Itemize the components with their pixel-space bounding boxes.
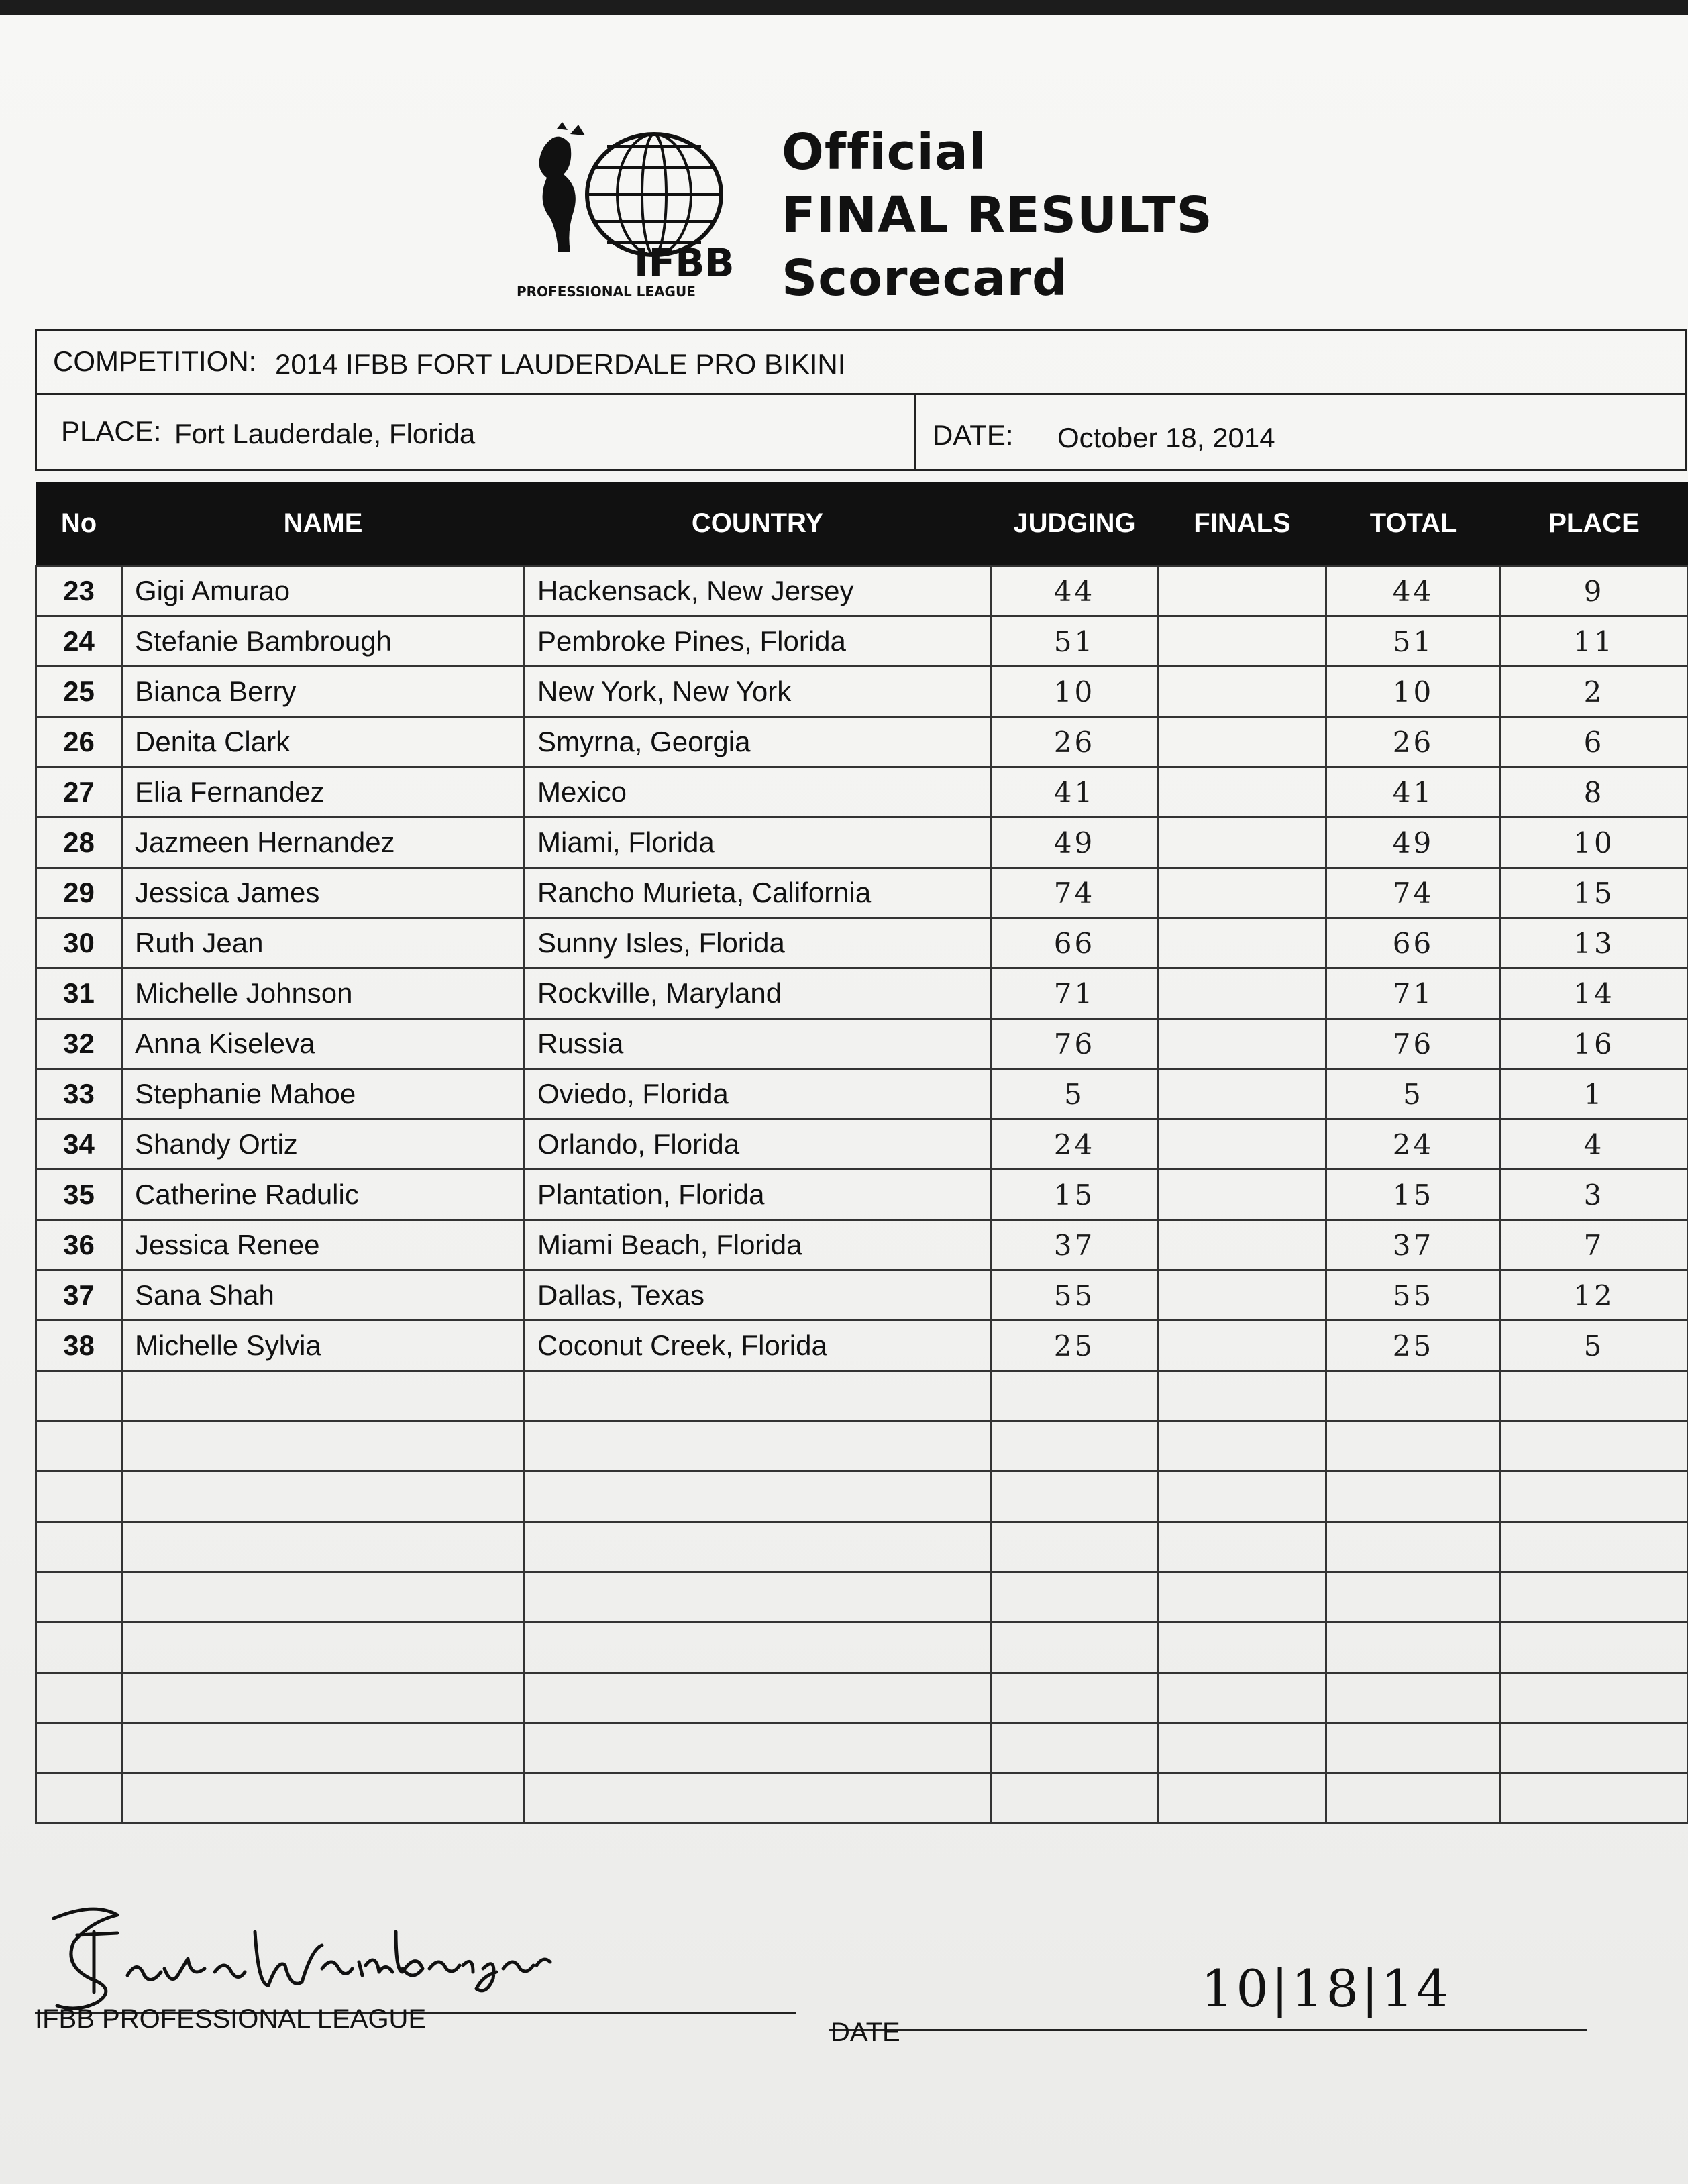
cell-judging [991,1421,1159,1472]
cell-finals [1159,1773,1326,1824]
cell-place [1501,1472,1688,1522]
cell-name: Gigi Amurao [122,566,525,616]
cell-total: 10 [1326,667,1501,717]
table-body [36,566,1688,1824]
column-header-country: COUNTRY [525,482,991,566]
table-row [36,1623,1688,1673]
cell-place: 11 [1501,616,1688,667]
cell-finals [1159,1321,1326,1371]
cell-no [36,1673,122,1723]
cell-name: Stefanie Bambrough [122,616,525,667]
cell-total [1326,1572,1501,1623]
cell-total: 26 [1326,717,1501,767]
cell-place: 14 [1501,969,1688,1019]
cell-name [122,1522,525,1572]
table-row [36,1421,1688,1472]
table-row [36,667,1688,717]
photo-edge-dark [0,0,1688,15]
cell-name: Jessica James [122,868,525,918]
cell-no: 36 [36,1220,122,1270]
table-row [36,1321,1688,1371]
cell-total: 55 [1326,1270,1501,1321]
cell-no: 28 [36,818,122,868]
competition-row [37,331,1685,395]
cell-name [122,1371,525,1421]
cell-no: 38 [36,1321,122,1371]
cell-no [36,1623,122,1673]
cell-name: Sana Shah [122,1270,525,1321]
cell-place: 13 [1501,918,1688,969]
signature [27,1892,564,2012]
cell-place: 8 [1501,767,1688,818]
cell-no [36,1522,122,1572]
cell-judging [991,1673,1159,1723]
cell-no [36,1773,122,1824]
cell-place: 12 [1501,1270,1688,1321]
cell-country [525,1623,991,1673]
cell-total: 15 [1326,1170,1501,1220]
cell-country: Sunny Isles, Florida [525,918,991,969]
cell-place: 15 [1501,868,1688,918]
cell-judging: 71 [991,969,1159,1019]
cell-name: Jazmeen Hernandez [122,818,525,868]
table-row [36,1120,1688,1170]
cell-finals [1159,918,1326,969]
competition-info-box [35,329,1687,471]
table-header-row [36,482,1688,566]
cell-judging [991,1522,1159,1572]
cell-total [1326,1371,1501,1421]
cell-finals [1159,1069,1326,1120]
cell-total: 41 [1326,767,1501,818]
cell-no: 34 [36,1120,122,1170]
table-row [36,918,1688,969]
table-row [36,818,1688,868]
cell-country: Coconut Creek, Florida [525,1321,991,1371]
cell-finals [1159,969,1326,1019]
cell-place: 5 [1501,1321,1688,1371]
cell-place: 1 [1501,1069,1688,1120]
cell-total: 71 [1326,969,1501,1019]
cell-judging: 10 [991,667,1159,717]
cell-judging [991,1773,1159,1824]
cell-place: 9 [1501,566,1688,616]
table-row [36,1270,1688,1321]
cell-country [525,1421,991,1472]
cell-no: 26 [36,717,122,767]
cell-total: 51 [1326,616,1501,667]
cell-total [1326,1472,1501,1522]
cell-country [525,1723,991,1773]
cell-place [1501,1371,1688,1421]
cell-name: Denita Clark [122,717,525,767]
cell-place: 6 [1501,717,1688,767]
table-row [36,1371,1688,1421]
cell-total: 74 [1326,868,1501,918]
cell-judging: 51 [991,616,1159,667]
cell-total [1326,1723,1501,1773]
cell-name: Stephanie Mahoe [122,1069,525,1120]
cell-finals [1159,1522,1326,1572]
cell-judging: 44 [991,566,1159,616]
cell-judging [991,1472,1159,1522]
cell-total: 76 [1326,1019,1501,1069]
place-date-row [37,395,1685,471]
cell-country: Hackensack, New Jersey [525,566,991,616]
table-row [36,616,1688,667]
cell-country: Oviedo, Florida [525,1069,991,1120]
cell-no [36,1572,122,1623]
cell-place [1501,1773,1688,1824]
column-header-finals: FINALS [1159,482,1326,566]
competition-label: COMPETITION: [53,345,257,377]
cell-country: Miami, Florida [525,818,991,868]
date-footer-label: DATE [831,2018,900,2047]
cell-no: 23 [36,566,122,616]
place-label: PLACE: [61,415,162,447]
cell-country: Dallas, Texas [525,1270,991,1321]
svg-text:PROFESSIONAL LEAGUE: PROFESSIONAL LEAGUE [517,284,696,300]
cell-name [122,1421,525,1472]
title-block [782,121,1213,310]
cell-place: 16 [1501,1019,1688,1069]
cell-total [1326,1773,1501,1824]
cell-country: Smyrna, Georgia [525,717,991,767]
cell-no [36,1421,122,1472]
cell-place [1501,1723,1688,1773]
cell-country: Pembroke Pines, Florida [525,616,991,667]
cell-name [122,1773,525,1824]
cell-finals [1159,1220,1326,1270]
cell-country [525,1673,991,1723]
cell-name [122,1723,525,1773]
cell-country: Mexico [525,767,991,818]
cell-total: 37 [1326,1220,1501,1270]
cell-judging: 55 [991,1270,1159,1321]
cell-no: 24 [36,616,122,667]
cell-finals [1159,1421,1326,1472]
cell-no: 33 [36,1069,122,1120]
cell-judging: 41 [991,767,1159,818]
cell-name: Catherine Radulic [122,1170,525,1220]
cell-finals [1159,1673,1326,1723]
cell-finals [1159,1723,1326,1773]
org-label: IFBB PROFESSIONAL LEAGUE [35,2004,427,2034]
cell-place [1501,1623,1688,1673]
column-header-name: NAME [122,482,525,566]
cell-name: Elia Fernandez [122,767,525,818]
cell-name [122,1673,525,1723]
cell-judging [991,1572,1159,1623]
cell-place: 2 [1501,667,1688,717]
cell-no: 25 [36,667,122,717]
cell-no [36,1472,122,1522]
cell-finals [1159,1270,1326,1321]
results-table [35,482,1688,1824]
cell-country: Rancho Murieta, California [525,868,991,918]
cell-name: Jessica Renee [122,1220,525,1270]
cell-country [525,1773,991,1824]
cell-country: Russia [525,1019,991,1069]
cell-total: 49 [1326,818,1501,868]
cell-name: Ruth Jean [122,918,525,969]
table-row [36,717,1688,767]
table-row [36,868,1688,918]
cell-name: Michelle Sylvia [122,1321,525,1371]
cell-finals [1159,767,1326,818]
column-header-no: No [36,482,122,566]
cell-finals [1159,1623,1326,1673]
cell-no: 27 [36,767,122,818]
cell-judging: 24 [991,1120,1159,1170]
cell-country: New York, New York [525,667,991,717]
cell-judging: 25 [991,1321,1159,1371]
svg-text:IFBB: IFBB [634,240,735,286]
cell-judging [991,1623,1159,1673]
cell-judging [991,1723,1159,1773]
cell-total: 24 [1326,1120,1501,1170]
cell-place [1501,1522,1688,1572]
table-row [36,1019,1688,1069]
cell-name [122,1572,525,1623]
cell-total [1326,1673,1501,1723]
cell-place: 4 [1501,1120,1688,1170]
cell-country [525,1371,991,1421]
column-header-place: PLACE [1501,482,1688,566]
cell-judging: 37 [991,1220,1159,1270]
table-row [36,1522,1688,1572]
cell-total [1326,1623,1501,1673]
competition-value: 2014 IFBB FORT LAUDERDALE PRO BIKINI [275,348,846,380]
cell-finals [1159,1019,1326,1069]
cell-name [122,1472,525,1522]
cell-name: Michelle Johnson [122,969,525,1019]
cell-judging [991,1371,1159,1421]
title-line-3: Scorecard [782,250,1068,307]
cell-place: 7 [1501,1220,1688,1270]
cell-country: Plantation, Florida [525,1170,991,1220]
cell-country: Orlando, Florida [525,1120,991,1170]
cell-name [122,1623,525,1673]
cell-finals [1159,616,1326,667]
table-row [36,1723,1688,1773]
cell-finals [1159,1572,1326,1623]
cell-country: Rockville, Maryland [525,969,991,1019]
cell-judging: 66 [991,918,1159,969]
cell-judging: 74 [991,868,1159,918]
cell-judging: 26 [991,717,1159,767]
cell-judging: 15 [991,1170,1159,1220]
table-row [36,969,1688,1019]
table-row [36,1472,1688,1522]
cell-no: 35 [36,1170,122,1220]
table-row [36,1220,1688,1270]
cell-judging: 5 [991,1069,1159,1120]
table-row [36,566,1688,616]
cell-no: 30 [36,918,122,969]
cell-no: 29 [36,868,122,918]
cell-finals [1159,818,1326,868]
cell-finals [1159,667,1326,717]
cell-total [1326,1522,1501,1572]
table-row [36,1170,1688,1220]
title-line-1: Official [782,123,987,181]
cell-place [1501,1673,1688,1723]
ifbb-logo [517,121,758,302]
cell-finals [1159,1120,1326,1170]
cell-no: 31 [36,969,122,1019]
cell-total: 25 [1326,1321,1501,1371]
cell-total [1326,1421,1501,1472]
cell-place: 10 [1501,818,1688,868]
table-row [36,1069,1688,1120]
cell-no [36,1723,122,1773]
column-header-total: TOTAL [1326,482,1501,566]
cell-no: 37 [36,1270,122,1321]
figures-icon [539,137,576,252]
cell-finals [1159,1170,1326,1220]
cell-judging: 49 [991,818,1159,868]
title-line-2: FINAL RESULTS [782,186,1213,244]
handwritten-date: 10|18|14 [1201,1959,1452,2018]
cell-country: Miami Beach, Florida [525,1220,991,1270]
cell-place: 3 [1501,1170,1688,1220]
cell-name: Bianca Berry [122,667,525,717]
table-row [36,767,1688,818]
date-label: DATE: [933,419,1014,451]
cell-total: 66 [1326,918,1501,969]
cell-total: 44 [1326,566,1501,616]
date-cell [914,395,1275,471]
cell-total: 5 [1326,1069,1501,1120]
date-line [829,2029,1587,2031]
cell-place [1501,1421,1688,1472]
cell-finals [1159,717,1326,767]
place-value: Fort Lauderdale, Florida [174,418,476,449]
column-header-judging: JUDGING [991,482,1159,566]
cell-country [525,1472,991,1522]
cell-finals [1159,868,1326,918]
cell-finals [1159,566,1326,616]
cell-finals [1159,1371,1326,1421]
cell-name: Shandy Ortiz [122,1120,525,1170]
cell-country [525,1522,991,1572]
cell-judging: 76 [991,1019,1159,1069]
table-row [36,1773,1688,1824]
cell-no [36,1371,122,1421]
cell-place [1501,1572,1688,1623]
table-row [36,1572,1688,1623]
date-value: October 18, 2014 [1057,422,1275,453]
cell-name: Anna Kiseleva [122,1019,525,1069]
table-row [36,1673,1688,1723]
cell-no: 32 [36,1019,122,1069]
cell-country [525,1572,991,1623]
cell-finals [1159,1472,1326,1522]
